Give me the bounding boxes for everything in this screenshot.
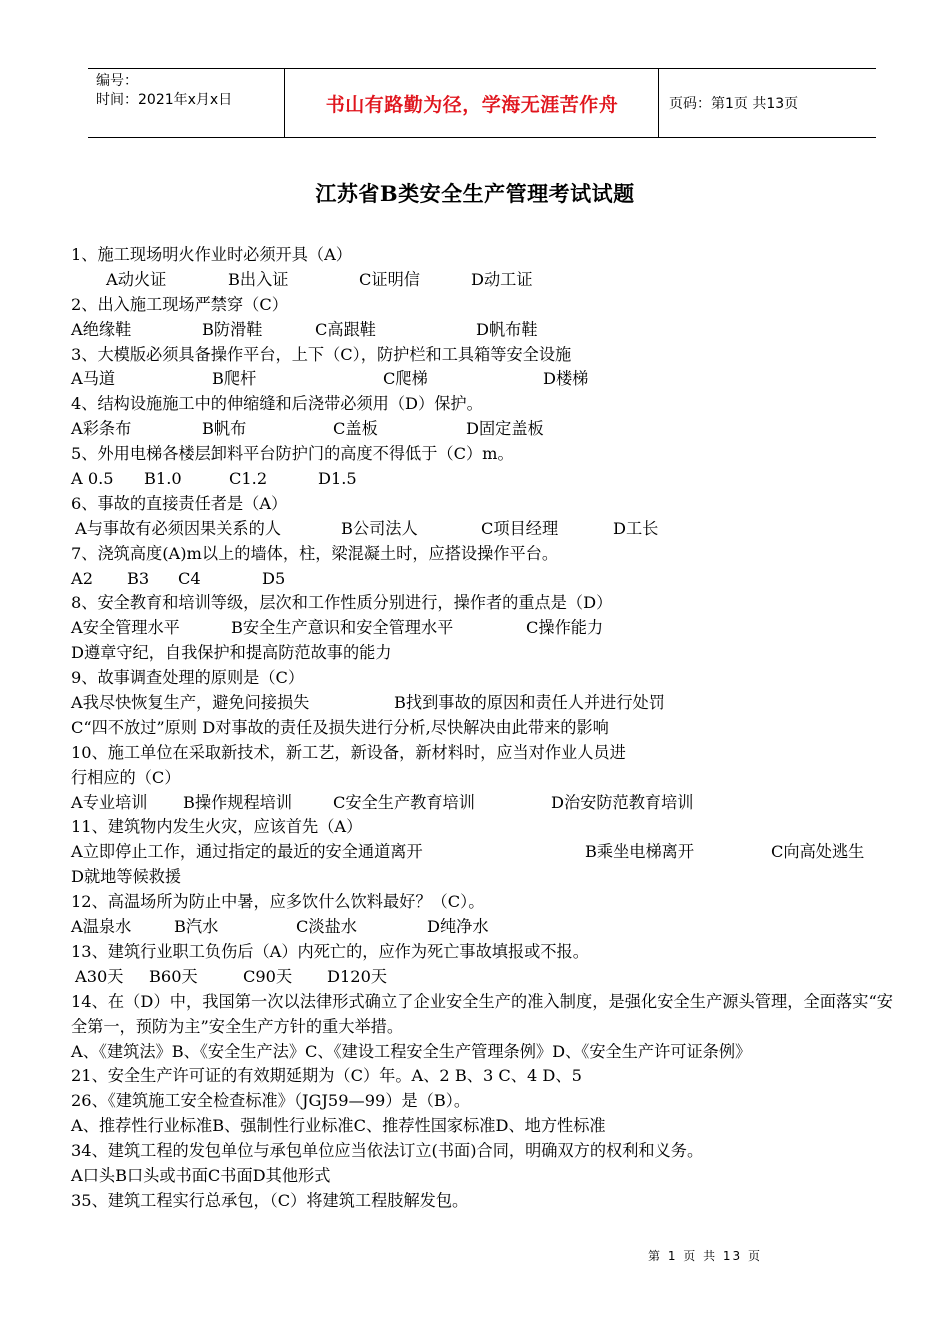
option: D1.5 [318,469,357,489]
option: A彩条布 [71,419,132,439]
question-text: 26、《建筑施工安全检查标准》（JGJ59—99）是（B）。 [71,1091,471,1111]
option: B60天 [149,966,198,986]
answer-options [71,840,893,865]
option: C爬梯 [383,369,428,389]
option: A与事故有必须因果关系的人 [75,518,281,538]
option: A我尽快恢复生产，避免问接损失 [71,693,310,713]
option: B公司法人 [341,518,418,538]
page-footer: 第 1 页 共 13 页 [648,1249,762,1263]
option: B帆布 [202,419,247,439]
option: B汽水 [174,917,219,937]
option: D动工证 [471,269,533,289]
question-text: 2、出入施工现场严禁穿（C） [71,294,288,314]
question-text-continued: 行相应的（C） [71,767,181,787]
question-text: 6、事故的直接责任者是（A） [71,493,288,513]
option: B防滑鞋 [202,319,263,339]
document-title: 江苏省B类安全生产管理考试试题 [315,181,635,206]
option-extra: A、《建筑法》B、《安全生产法》C、《建设工程安全生产管理条例》D、《安全生产许可证条例》 [71,1041,752,1061]
question-text: 13、建筑行业职工负伤后（A）内死亡的，应作为死亡事故填报或不报。 [71,941,589,961]
answer-options [71,417,893,442]
option: C高跟鞋 [315,319,376,339]
option-extra: C“四不放过”原则 D对事故的责任及损失进行分析,尽快解决由此带来的影响 [71,717,609,737]
option: B爬杆 [212,369,257,389]
question-text: 10、施工单位在采取新技术，新工艺，新设备，新材料时，应当对作业人员进 [71,742,626,762]
answer-options [71,467,893,492]
option: C1.2 [229,469,268,489]
answer-options [71,367,893,392]
answer-options [71,268,893,293]
option: A动火证 [106,269,167,289]
doc-number-label: 编号： [96,73,138,89]
option: A2 [71,568,93,588]
option: A30天 [75,966,124,986]
answer-options [71,616,893,641]
option: A安全管理水平 [71,618,180,638]
option: D楼梯 [543,369,589,389]
answer-options [71,915,893,940]
question-text: 3、大模版必须具备操作平台，上下（C），防护栏和工具箱等安全设施 [71,344,572,364]
option: B3 [127,568,150,588]
question-text: 12、高温场所为防止中暑，应多饮什么饮料最好？（C）。 [71,892,485,912]
option: D治安防范教育培训 [551,792,694,812]
option: C淡盐水 [296,917,357,937]
option: D5 [262,568,286,588]
option: C90天 [243,966,293,986]
answer-options [71,791,893,816]
option: C操作能力 [526,618,604,638]
answer-options [71,691,893,716]
option: D帆布鞋 [476,319,538,339]
header-motto: 书山有路勤为径，学海无涯苦作舟 [325,93,619,116]
option: A绝缘鞋 [71,319,132,339]
question-text: 21、安全生产许可证的有效期延期为（C）年。A、2 B、3 C、4 D、5 [71,1066,582,1086]
option: A 0.5 [71,469,114,489]
option: B安全生产意识和安全管理水平 [231,618,454,638]
option: C盖板 [333,419,378,439]
header-motto-cell [286,69,659,137]
header-page-cell [659,69,876,137]
option-extra: A、推荐性行业标准B、强制性行业标准C、推荐性国家标准D、地方性标准 [71,1116,606,1136]
option: C证明信 [359,269,420,289]
option: D纯净水 [427,917,489,937]
answer-options [71,567,893,592]
question-text: 5、外用电梯各楼层卸料平台防护门的高度不得低于（C）m。 [71,444,514,464]
question-text: 35、建筑工程实行总承包，（C）将建筑工程肢解发包。 [71,1190,469,1210]
option: B找到事故的原因和责任人并进行处罚 [394,693,665,713]
option: A立即停止工作，通过指定的最近的安全通道离开 [71,842,423,862]
option: C项目经理 [481,518,559,538]
option: C4 [178,568,201,588]
option: C安全生产教育培训 [333,792,475,812]
answer-options [71,965,893,990]
question-text: 7、浇筑高度(A)m以上的墙体，柱，梁混凝土时，应搭设操作平台。 [71,543,559,563]
answer-options [71,318,893,343]
option-extra: A口头B口头或书面C书面D其他形式 [71,1166,331,1185]
option: D工长 [613,518,659,538]
option-extra: D遵章守纪，自我保护和提高防范故事的能力 [71,643,392,663]
answer-options [71,517,893,542]
doc-time-label: 时间：2021年x月x日 [96,92,233,108]
question-text: 34、建筑工程的发包单位与承包单位应当依法订立(书面)合同，明确双方的权利和义务。 [71,1141,704,1161]
question-text: 11、建筑物内发生火灾，应该首先（A） [71,817,363,837]
question-text: 1、施工现场明火作业时必须开具（A） [71,245,352,264]
option: A温泉水 [71,917,132,937]
question-text: 14、在（D）中，我国第一次以法律形式确立了企业安全生产的准入制度，是强化安全生产源头管理，全面落实“安全第一，预防为主”安全生产方针的重大举措。 [71,991,893,1036]
option-extra: D就地等候救援 [71,867,182,887]
header-page-number: 页码：第1页 共13页 [669,96,799,112]
question-text: 4、结构设施施工中的伸缩缝和后浇带必须用（D）保护。 [71,394,483,414]
option: A马道 [71,369,116,389]
option: B操作规程培训 [183,792,293,812]
question-list [71,243,893,1214]
option: B乘坐电梯离开 [585,842,695,862]
option: B出入证 [228,269,289,289]
question-text: 9、故事调查处理的原则是（C） [71,668,305,688]
question-text: 8、安全教育和培训等级，层次和工作性质分别进行，操作者的重点是（D） [71,593,613,613]
option: B1.0 [144,469,182,489]
option: D120天 [327,966,388,986]
page-header [88,68,876,138]
option: D固定盖板 [466,419,544,439]
option: A专业培训 [71,792,148,812]
header-meta [88,69,285,137]
option: C向高处逃生 [771,842,865,862]
